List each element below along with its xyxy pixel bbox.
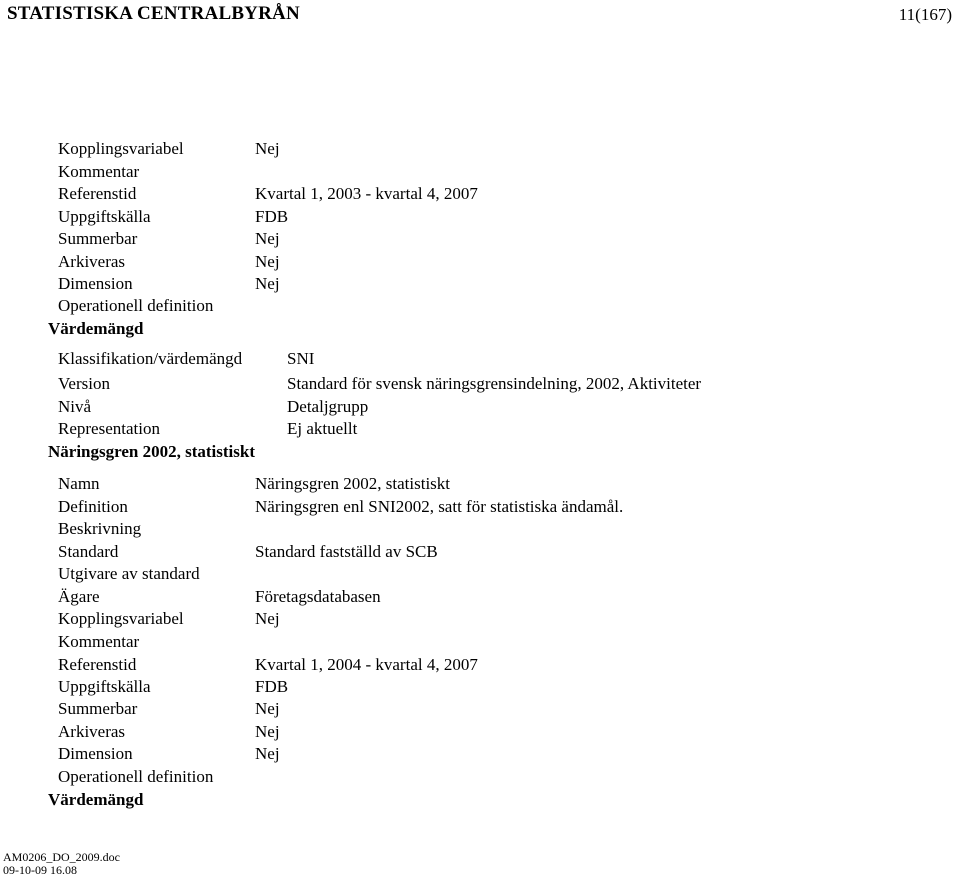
field-value: Detaljgrupp [287, 397, 369, 416]
field-value: Nej [255, 229, 280, 248]
field-value: Standard för svensk näringsgrensindelning, 2002, Aktiviteter [287, 374, 702, 393]
section-heading: Näringsgren 2002, statistiskt [48, 442, 255, 461]
field-label: Dimension [58, 274, 133, 293]
document-header-title: STATISTISKA CENTRALBYRÅN [7, 3, 300, 24]
field-label: Dimension [58, 744, 133, 763]
field-value: Nej [255, 609, 280, 628]
field-label: Operationell definition [58, 296, 214, 315]
field-label: Kommentar [58, 162, 140, 181]
field-label: Arkiveras [58, 722, 126, 741]
field-label: Nivå [58, 397, 92, 416]
field-label: Representation [58, 419, 160, 438]
footer-datetime: 09-10-09 16.08 [3, 863, 77, 877]
section-heading: Värdemängd [48, 790, 144, 809]
field-label: Kommentar [58, 632, 140, 651]
field-label: Kopplingsvariabel [58, 139, 184, 158]
field-label: Beskrivning [58, 519, 142, 538]
field-label: Arkiveras [58, 252, 126, 271]
field-label: Ägare [58, 587, 100, 606]
field-value: Kvartal 1, 2004 - kvartal 4, 2007 [255, 655, 478, 674]
field-value: Kvartal 1, 2003 - kvartal 4, 2007 [255, 184, 478, 203]
field-value: Nej [255, 699, 280, 718]
field-value: Nej [255, 722, 280, 741]
field-value: Nej [255, 252, 280, 271]
field-label: Namn [58, 474, 100, 493]
field-label: Referenstid [58, 655, 137, 674]
field-label: Referenstid [58, 184, 137, 203]
footer-filename: AM0206_DO_2009.doc [3, 850, 120, 864]
field-label: Uppgiftskälla [58, 207, 151, 226]
field-value: Nej [255, 274, 280, 293]
field-label: Definition [58, 497, 128, 516]
field-value: Företagsdatabasen [255, 587, 381, 606]
field-label: Summerbar [58, 699, 138, 718]
field-label: Klassifikation/värdemängd [58, 349, 243, 368]
field-value: Näringsgren 2002, statistiskt [255, 474, 451, 493]
field-label: Version [58, 374, 110, 393]
field-value: FDB [255, 677, 289, 696]
field-value: Nej [255, 744, 280, 763]
field-label: Summerbar [58, 229, 138, 248]
field-value: Ej aktuellt [287, 419, 358, 438]
field-label: Utgivare av standard [58, 564, 200, 583]
field-value: FDB [255, 207, 289, 226]
field-value: Standard fastställd av SCB [255, 542, 438, 561]
field-label: Kopplingsvariabel [58, 609, 184, 628]
section-heading: Värdemängd [48, 319, 144, 338]
field-label: Operationell definition [58, 767, 214, 786]
field-value: SNI [287, 349, 315, 368]
field-label: Uppgiftskälla [58, 677, 151, 696]
field-value: Näringsgren enl SNI2002, satt för statistiska ändamål. [255, 497, 624, 516]
field-value: Nej [255, 139, 280, 158]
field-label: Standard [58, 542, 119, 561]
page-number: 11(167) [898, 5, 952, 24]
